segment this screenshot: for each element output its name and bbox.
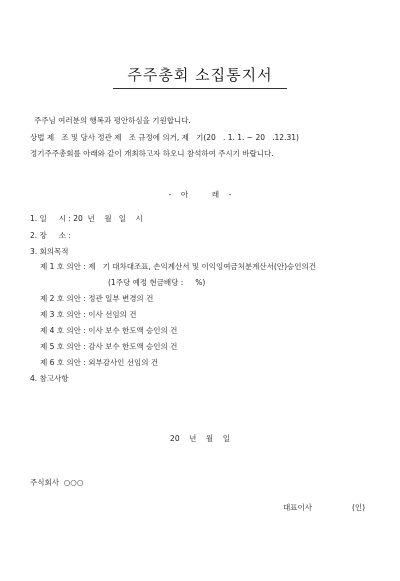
item-meeting-purpose: 3. 회의목적 [30, 247, 69, 256]
agenda-item-1-dividend: (1주당 예정 현금배당 : %) [108, 278, 206, 287]
agenda-item-6: 제 6 호 의안 : 외부감사인 선임의 건 [40, 358, 159, 367]
agenda-item-2: 제 2 호 의안 : 정관 일부 변경의 건 [40, 294, 154, 303]
title-container [0, 64, 400, 89]
company-name: 주식회사 ○○○ [30, 478, 84, 487]
item-datetime: 1. 일 시 : 20 년 월 일 시 [30, 214, 143, 223]
date-line: 20 년 월 일 [170, 434, 230, 443]
greeting-text: 주주님 여러분의 행복과 평안하심을 기원합니다. [34, 116, 191, 125]
section-header: - 아 래 - [168, 190, 232, 199]
item-location: 2. 장 소 : [30, 231, 71, 240]
intro-line-2: 정기주주총회를 아래와 같이 개최하고자 하오니 참석하여 주시기 바랍니다. [30, 149, 274, 158]
seal-mark: (인) [352, 503, 366, 512]
agenda-item-1: 제 1 호 의안 : 제 기 대차대조표, 손익계산서 및 이익잉여금처분계산서(안)승인의건 [40, 262, 316, 271]
document-title: 주주총회 소집통지서 [113, 64, 286, 89]
agenda-item-5: 제 5 호 의안 : 감사 보수 한도액 승인의 건 [40, 342, 178, 351]
item-references: 4. 참고사항 [30, 374, 69, 383]
agenda-item-3: 제 3 호 의안 : 이사 선임의 건 [40, 310, 137, 319]
agenda-item-4: 제 4 호 의안 : 이사 보수 한도액 승인의 건 [40, 326, 178, 335]
representative-label: 대표이사 [283, 503, 312, 512]
intro-line-1: 상법 제 조 및 당사 정관 제 조 규정에 의거, 제 기(20 . 1. 1. ~ 20 .12.31) [30, 133, 299, 142]
